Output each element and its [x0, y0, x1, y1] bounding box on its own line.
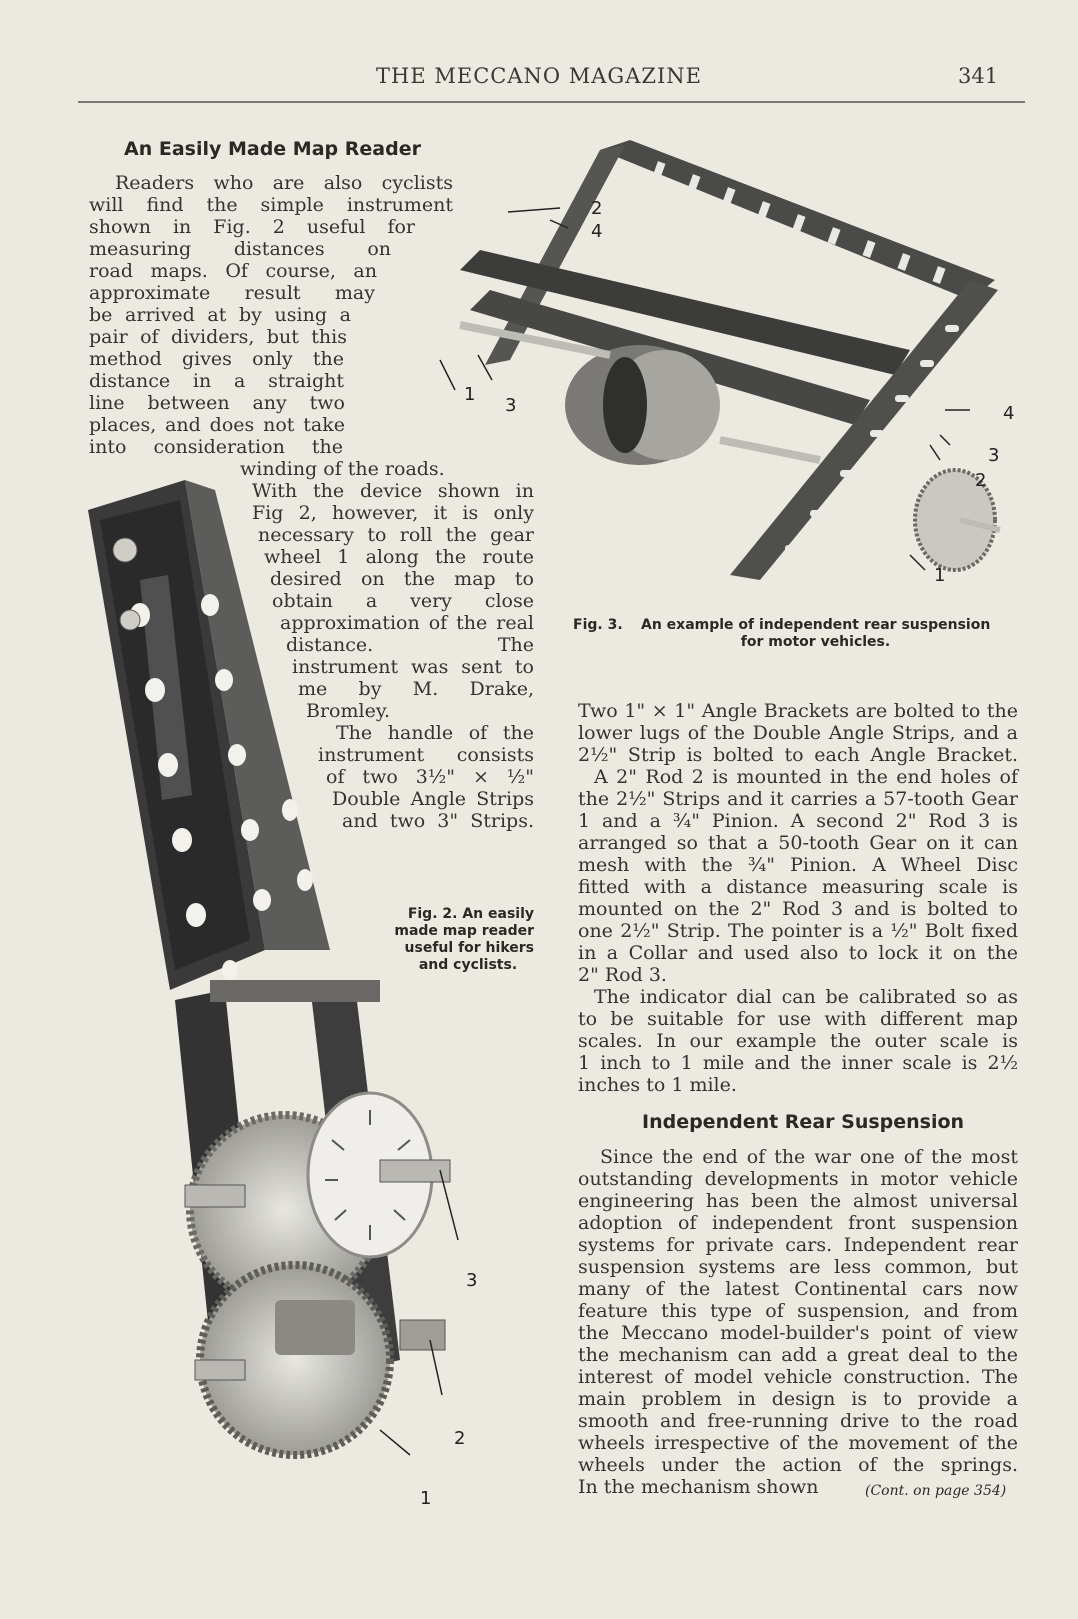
text-line: desired on the map to: [270, 568, 534, 590]
text-line: scales. In our example the outer scale is: [578, 1030, 1018, 1052]
caption-line: Fig. 2. An easily: [407, 906, 534, 922]
text-line: adoption of independent front suspension: [578, 1212, 1018, 1234]
caption-line: and cyclists.: [418, 957, 518, 973]
fig2-label-1: 1: [420, 1488, 432, 1509]
article-heading-rear-suspension: Independent Rear Suspension: [642, 1111, 965, 1133]
text-line: In the mechanism shown: [578, 1476, 819, 1498]
text-line: With the device shown in: [252, 480, 534, 502]
fig3-label-2: 2: [591, 198, 603, 219]
text-line: smooth and free-running drive to the road: [578, 1410, 1018, 1432]
text-line: the Meccano model-builder's point of view: [578, 1322, 1018, 1344]
fig3-label-4b: 4: [1003, 403, 1015, 424]
text-line: me by M. Drake,: [298, 678, 534, 700]
text-line: pair of dividers, but this: [89, 326, 347, 348]
figure-3-suspension-photo: [400, 140, 1030, 610]
text-line: approximation of the real: [280, 612, 534, 634]
rod-collar: [195, 1360, 245, 1380]
text-line: A 2" Rod 2 is mounted in the end holes of: [594, 766, 1018, 788]
wheel-tyre: [603, 357, 647, 453]
page-number: 341: [958, 64, 999, 88]
text-line: interest of model vehicle construction. The: [578, 1366, 1018, 1388]
text-line: of two 3½" × ½": [326, 766, 534, 788]
text-line: places, and does not take: [89, 414, 345, 436]
figure-2-map-reader-photo: [80, 480, 470, 1520]
fig3-label-1b: 1: [934, 565, 946, 586]
caption-line: made map reader: [394, 923, 534, 939]
caption-prefix: Fig. 3.: [573, 617, 623, 633]
bolt-head: [113, 538, 137, 562]
text-line: inches to 1 mile.: [578, 1074, 737, 1096]
text-line: measuring distances on: [89, 238, 391, 260]
fig3-label-2b: 2: [975, 470, 987, 491]
text-line: will find the simple instrument: [89, 194, 453, 216]
rod-collar: [185, 1185, 245, 1207]
text-line: and two 3" Strips.: [342, 810, 534, 832]
text-line: Two 1" × 1" Angle Brackets are bolted to the: [578, 700, 1018, 722]
text-line: Double Angle Strips: [332, 788, 534, 810]
text-line: Readers who are also cyclists: [115, 172, 453, 194]
text-line: mesh with the ¾" Pinion. A Wheel Disc: [578, 854, 1018, 876]
caption-line: useful for hikers: [404, 940, 534, 956]
text-line: method gives only the: [89, 348, 344, 370]
article-heading-map-reader: An Easily Made Map Reader: [124, 138, 421, 160]
text-line: feature this type of suspension, and from: [578, 1300, 1018, 1322]
fig2-caption: [372, 906, 534, 974]
bolt-head: [120, 610, 140, 630]
strip-holes: [653, 161, 946, 284]
text-line: engineering has been the almost universal: [578, 1190, 1018, 1212]
text-line: arranged so that a 50-tooth Gear on it can: [578, 832, 1018, 854]
text-line: shown in Fig. 2 useful for: [89, 216, 415, 238]
text-line: one 2½" Strip. The pointer is a ½" Bolt fixed: [578, 920, 1018, 942]
text-line: The handle of the: [336, 722, 534, 744]
text-line: Bromley.: [306, 700, 391, 722]
text-line: to be suitable for use with different map: [578, 1008, 1018, 1030]
fig3-label-4: 4: [591, 221, 603, 242]
text-line: distance in a straight: [89, 370, 344, 392]
text-line: main problem in design is to provide a: [578, 1388, 1018, 1410]
text-line: the mechanism can add a great deal to the: [578, 1344, 1018, 1366]
text-line: wheels under the action of the springs.: [578, 1454, 1018, 1476]
caption-line: An example of independent rear suspension: [641, 617, 991, 633]
text-line: winding of the roads.: [240, 458, 445, 480]
text-line: 2½" Strip is bolted to each Angle Bracket.: [578, 744, 1018, 766]
text-line: Since the end of the war one of the most: [600, 1146, 1018, 1168]
axle: [720, 440, 820, 460]
text-line: The indicator dial can be calibrated so as: [594, 986, 1018, 1008]
text-line: 2" Rod 3.: [578, 964, 667, 986]
text-line: lower lugs of the Double Angle Strips, and a: [578, 722, 1018, 744]
running-header: THE MECCANO MAGAZINE: [376, 64, 702, 88]
text-line: Fig 2, however, it is only: [252, 502, 534, 524]
fig3-label-3: 3: [505, 395, 517, 416]
text-line: instrument consists: [318, 744, 534, 766]
text-line: 1 inch to 1 mile and the inner scale is 2½: [578, 1052, 1018, 1074]
text-line: road maps. Of course, an: [89, 260, 377, 282]
rod-collar: [400, 1320, 445, 1350]
leader-line: [440, 360, 455, 390]
leader-line: [380, 1430, 410, 1455]
leader-line: [940, 435, 950, 445]
text-line: systems for private cars. Independent rear: [578, 1234, 1018, 1256]
fig2-label-2: 2: [454, 1428, 466, 1449]
header-rule: [78, 101, 1025, 103]
text-line: be arrived at by using a: [89, 304, 351, 326]
text-line: wheel 1 along the route: [264, 546, 534, 568]
text-line: many of the latest Continental cars now: [578, 1278, 1018, 1300]
text-line: instrument was sent to: [292, 656, 534, 678]
text-line: fitted with a distance measuring scale is: [578, 876, 1018, 898]
continued-note: (Cont. on page 354): [865, 1483, 1007, 1499]
text-line: into consideration the: [89, 436, 343, 458]
fig2-label-3: 3: [466, 1270, 478, 1291]
text-line: distance. The: [286, 634, 534, 656]
text-line: necessary to roll the gear: [258, 524, 534, 546]
leader-line: [910, 555, 925, 570]
text-line: outstanding developments in motor vehicle: [578, 1168, 1018, 1190]
pinion: [275, 1300, 355, 1355]
leader-line: [930, 445, 940, 460]
text-line: suspension systems are less common, but: [578, 1256, 1018, 1278]
text-line: wheels irrespective of the movement of the: [578, 1432, 1018, 1454]
text-line: 1 and a ¾" Pinion. A second 2" Rod 3 is: [578, 810, 1018, 832]
text-line: approximate result may: [89, 282, 375, 304]
fig3-label-1: 1: [464, 384, 476, 405]
text-line: obtain a very close: [272, 590, 534, 612]
text-line: in a Collar and used also to lock it on the: [578, 942, 1018, 964]
fig3-caption: [573, 617, 1018, 651]
fig3-label-3b: 3: [988, 445, 1000, 466]
caption-line: for motor vehicles.: [740, 634, 891, 650]
text-line: line between any two: [89, 392, 345, 414]
text-line: the 2½" Strips and it carries a 57-tooth Gear: [578, 788, 1018, 810]
text-line: mounted on the 2" Rod 3 and is bolted to: [578, 898, 1018, 920]
leader-line: [508, 208, 560, 212]
